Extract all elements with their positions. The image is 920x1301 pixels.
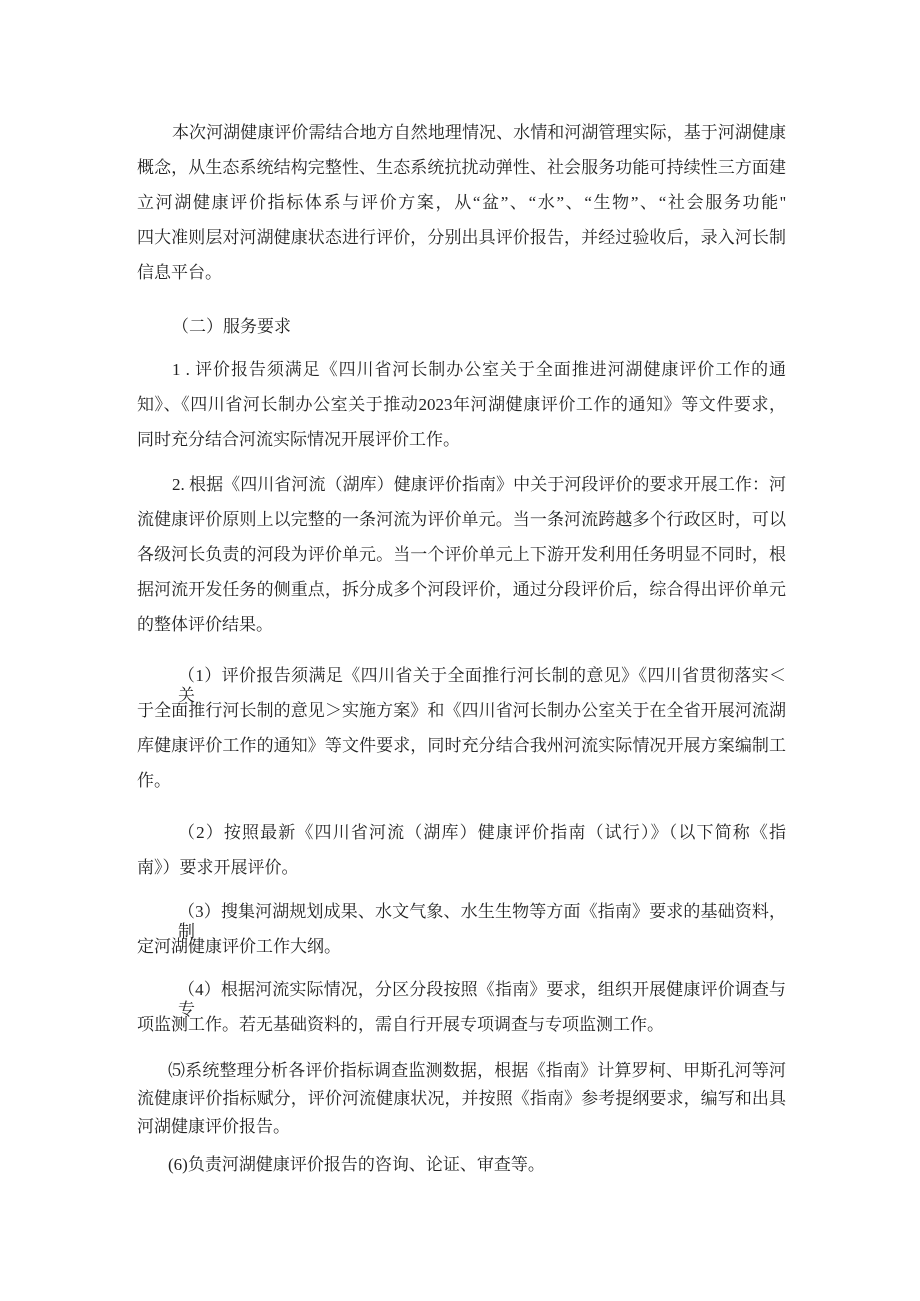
- text-line: 流健康评价原则上以完整的一条河流为评价单元。当一条河流跨越多个行政区时，可以: [137, 510, 786, 529]
- text-line: 河湖健康评价报告。: [137, 1117, 290, 1136]
- text-line: （2）按照最新《四川省河流（湖库）健康评价指南（试行）》（以下简称《指: [178, 823, 786, 842]
- text-line: 的整体评价结果。: [137, 615, 273, 634]
- text-line: 信息平台。: [137, 263, 222, 282]
- text-line: 1 . 评价报告须满足《四川省河长制办公室关于全面推进河湖健康评价工作的通: [172, 360, 786, 379]
- sub-item-6: (6)负责河湖健康评价报告的咨询、论证、审查等。: [168, 1155, 545, 1174]
- text-line: 四大准则层对河湖健康状态进行评价，分别出具评价报告，并经过验收后，录入河长制: [137, 228, 786, 247]
- text-line: 同时充分结合河流实际情况开展评价工作。: [137, 430, 460, 449]
- text-line: 据河流开发任务的侧重点，拆分成多个河段评价，通过分段评价后，综合得出评价单元: [137, 580, 786, 599]
- section-heading: （二）服务要求: [172, 317, 291, 336]
- text-line: 项监测工作。若无基础资料的，需自行开展专项调查与专项监测工作。: [137, 1015, 664, 1034]
- text-line: 南》）要求开展评价。: [137, 858, 299, 877]
- text-line: 本次河湖健康评价需结合地方自然地理情况、水情和河湖管理实际，基于河湖健康: [172, 123, 786, 142]
- text-line: 流健康评价指标赋分，评价河流健康状况，并按照《指南》参考提纲要求，编写和出具: [137, 1089, 786, 1108]
- text-line: ⑸系统整理分析各评价指标调查监测数据，根据《指南》计算罗柯、甲斯孔河等河: [168, 1061, 786, 1080]
- text-line: （1）评价报告须满足《四川省关于全面推行河长制的意见》《四川省贯彻落实＜关: [178, 666, 786, 705]
- text-line: 于全面推行河长制的意见＞实施方案》和《四川省河长制办公室关于在全省开展河流湖: [137, 701, 786, 720]
- text-line: 知》、《四川省河长制办公室关于推动2023年河湖健康评价工作的通知》等文件要求，: [137, 395, 786, 414]
- text-line: 定河湖健康评价工作大纲。: [137, 937, 341, 956]
- text-line: 概念，从生态系统结构完整性、生态系统抗扰动弹性、社会服务功能可持续性三方面建: [137, 158, 786, 177]
- text-line: 库健康评价工作的通知》等文件要求，同时充分结合我州河流实际情况开展方案编制工: [137, 736, 786, 755]
- text-line: （4）根据河流实际情况，分区分段按照《指南》要求，组织开展健康评价调查与专: [178, 980, 786, 1019]
- text-line: 各级河长负责的河段为评价单元。当一个评价单元上下游开发利用任务明显不同时，根: [137, 545, 786, 564]
- text-line: 2. 根据《四川省河流（湖库）健康评价指南》中关于河段评价的要求开展工作：河: [172, 475, 786, 494]
- text-line: 作。: [137, 771, 171, 790]
- text-line: 立河湖健康评价指标体系与评价方案，从“盆”、“水”、“生物”、“社会服务功能'': [137, 193, 786, 212]
- text-line: （3）搜集河湖规划成果、水文气象、水生生物等方面《指南》要求的基础资料，制: [178, 902, 786, 941]
